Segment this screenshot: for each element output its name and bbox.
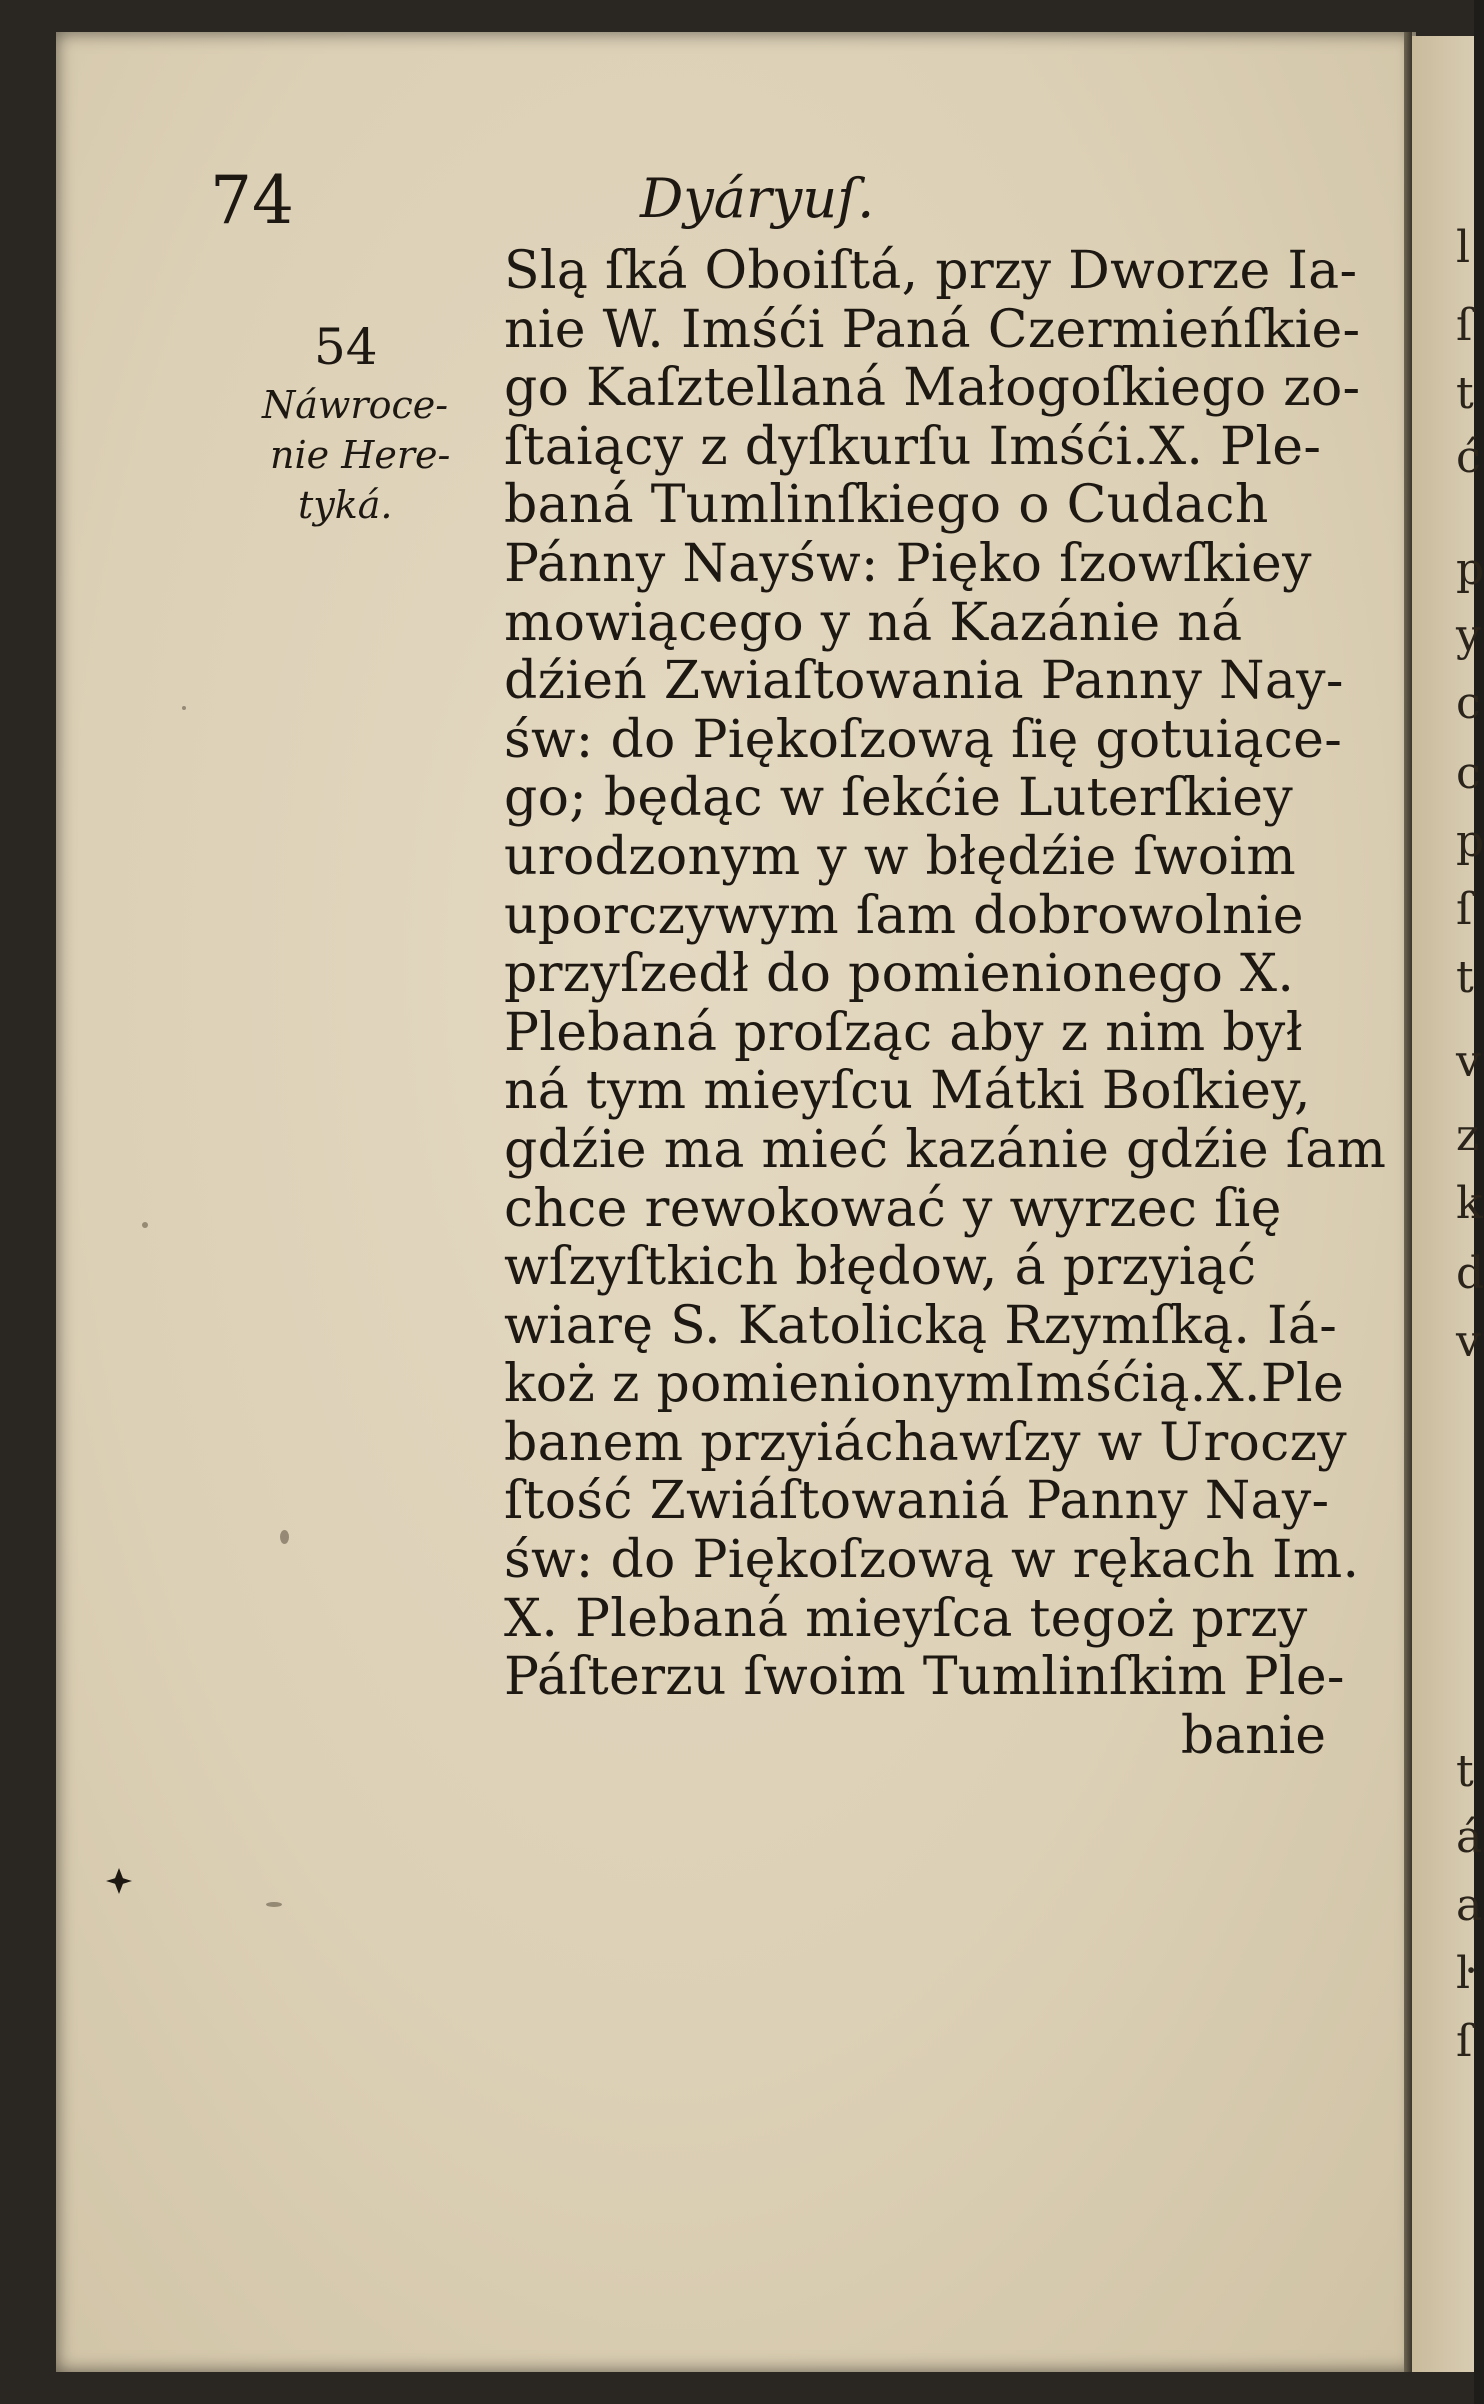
facing-letter: c — [1456, 748, 1481, 799]
text-line: baná Tumlinſkiego o Cudach — [504, 475, 1269, 536]
facing-letter: c — [1456, 678, 1481, 729]
text-line: wſzyſtkich błędow, á przyiąć — [504, 1237, 1257, 1298]
ornament-icon — [104, 1866, 134, 1896]
facing-letter: l — [1456, 222, 1471, 273]
facing-letter: p — [1456, 544, 1484, 595]
page-number: 74 — [210, 162, 294, 239]
text-line: koż z pomienionymImśćią.X.Ple — [504, 1354, 1345, 1415]
running-head: Dyáryuſ. — [640, 167, 875, 230]
text-line: Slą ſká Oboiſtá, przy Dworze Ia- — [504, 241, 1358, 301]
facing-letter: t — [1456, 952, 1474, 1003]
facing-page-edge — [1412, 36, 1484, 2372]
facing-letter: v — [1456, 1036, 1481, 1087]
facing-letter: t — [1456, 1746, 1474, 1797]
text-line: św: do Piękoſzową ſię gotuiące- — [504, 709, 1343, 770]
text-line: go; będąc w ſekćie Luterſkiey — [504, 768, 1294, 829]
facing-letter: ć — [1456, 432, 1481, 483]
text-line: nie W. Imśći Paná Czermieńſkie- — [504, 299, 1361, 360]
catchword: banie — [1180, 1705, 1326, 1766]
margin-note-line: Náwroce- — [262, 383, 449, 427]
facing-letter: d — [1456, 1248, 1484, 1299]
facing-letter: ſ — [1456, 300, 1473, 351]
text-line: Pánny Nayśw: Pięko ſzowſkiey — [504, 533, 1312, 594]
text-line: wiarę S. Katolicką Rzymſką. Iá- — [504, 1295, 1338, 1356]
paper-speck — [266, 1902, 282, 1907]
text-line: urodzonym y w błędźie ſwoim — [504, 826, 1296, 887]
text-line: Plebaná proſząc aby z nim był — [504, 1002, 1303, 1063]
facing-letter: t — [1456, 368, 1474, 419]
text-line: ſtaiący z dyſkurſu Imśći.X. Ple- — [504, 416, 1322, 477]
margin-note-number: 54 — [314, 318, 378, 376]
facing-letter: ŀ — [1456, 1948, 1471, 1999]
paper-speck — [182, 706, 186, 710]
facing-letter: k — [1456, 1178, 1483, 1229]
text-line: chce rewokować y wyrzec ſię — [504, 1178, 1282, 1239]
facing-letter: y — [1456, 610, 1481, 661]
text-line: przyſzedł do pomienionego X. — [504, 944, 1295, 1005]
paper-speck — [280, 1530, 289, 1544]
margin-note-line: nie Here- — [270, 433, 451, 478]
text-line: uporczywym ſam dobrowolnie — [504, 885, 1304, 946]
margin-note — [262, 318, 502, 530]
text-line: X. Plebaná mieyſca tegoż przy — [504, 1588, 1308, 1649]
text-line: gdźie ma mieć kazánie gdźie ſam — [504, 1119, 1387, 1180]
text-line: św: do Piękoſzową w rękach Im. — [504, 1530, 1360, 1591]
facing-letter: z — [1456, 1110, 1480, 1161]
paper-speck — [142, 1222, 148, 1228]
margin-note-line: tyká. — [298, 483, 393, 528]
facing-letter: á — [1456, 1812, 1483, 1863]
text-line: Páſterzu ſwoim Tumlinſkim Ple- — [504, 1647, 1345, 1708]
text-line: banem przyiáchawſzy w Uroczy — [504, 1412, 1347, 1473]
facing-letter: ſ — [1456, 2016, 1473, 2067]
facing-letter: p — [1456, 816, 1484, 867]
text-line: dźień Zwiaſtowania Panny Nay- — [504, 651, 1344, 712]
facing-letter: a — [1456, 1880, 1483, 1931]
text-line: mowiącego y ná Kazánie ná — [504, 592, 1243, 653]
facing-letter: v — [1456, 1316, 1481, 1367]
text-line: go Kaſztellaná Małogoſkiego zo- — [504, 358, 1361, 419]
body-text — [504, 242, 1404, 1765]
text-line: ná tym mieyſcu Mátki Boſkiey, — [504, 1061, 1311, 1122]
book-page — [56, 32, 1416, 2372]
page-gutter — [1404, 32, 1412, 2372]
facing-letter: ſ — [1456, 884, 1473, 935]
text-line: ſtość Zwiáſtowaniá Panny Nay- — [504, 1471, 1330, 1532]
